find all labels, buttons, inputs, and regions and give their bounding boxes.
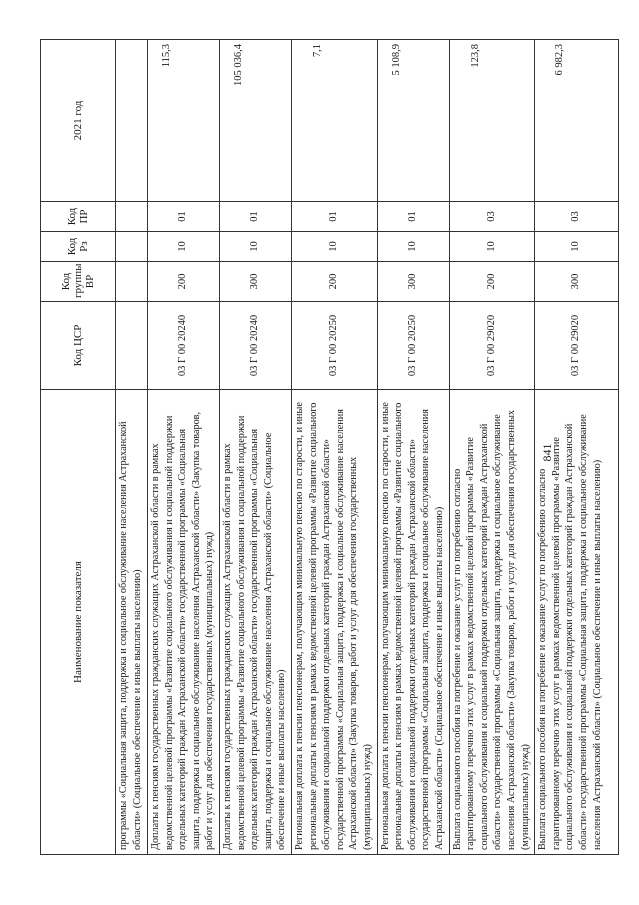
row-sum <box>535 40 619 202</box>
table-row <box>292 40 378 855</box>
row-sum <box>148 40 220 202</box>
row-sum <box>220 40 292 202</box>
row-rz: 10 <box>535 232 619 262</box>
row-csr <box>116 302 148 390</box>
table-row <box>449 40 535 855</box>
row-sum <box>449 40 535 202</box>
row-sum <box>377 40 449 202</box>
row-rz: 10 <box>220 232 292 262</box>
row-vr: 300 <box>377 262 449 302</box>
row-pr: 03 <box>449 202 535 232</box>
row-name: Региональная доплата к пенсии пенсионерам, получающим минимальную пенсию по старости, и иные региональные доплаты к пенсиям в рамках ведомственной целевой программы «Развитие социального обслуживания и социальной поддержки отдельных категорий граждан Астраханской области» государственной программы «Социальная защита, поддержка и социальное обслуживание населения Астраханской области» (Закупка товаров, работ и услуг для обеспечения государственных (муниципальных) нужд) <box>292 390 378 855</box>
table-row <box>116 40 148 855</box>
row-vr: 200 <box>148 262 220 302</box>
row-pr: 01 <box>377 202 449 232</box>
row-sum-value: 123,8 <box>469 44 481 68</box>
row-name: Региональная доплата к пенсии пенсионерам, получающим минимальную пенсию по старости, и иные региональные доплаты к пенсиям в рамках ведомственной целевой программы «Развитие социального обслуживания и социальной поддержки отдельных категорий граждан Астраханской области» государственной программы «Социальная защита, поддержка и социальное обслуживание населения Астраханской области» (Социальное обеспечение и иные выплаты населению) <box>377 390 449 855</box>
row-vr: 300 <box>535 262 619 302</box>
row-rz: 10 <box>377 232 449 262</box>
table-row <box>535 40 619 855</box>
row-csr: 03 Г 00 29020 <box>449 302 535 390</box>
row-sum-value: 7,1 <box>311 44 323 58</box>
header-row <box>41 40 116 855</box>
row-csr: 03 Г 00 20250 <box>292 302 378 390</box>
row-rz <box>116 232 148 262</box>
row-pr <box>116 202 148 232</box>
row-vr: 200 <box>292 262 378 302</box>
budget-table <box>40 39 619 855</box>
row-sum <box>116 40 148 202</box>
header-year: 2021 год <box>41 40 116 202</box>
row-name: Выплата социального пособия на погребение и оказание услуг по погребению согласно гарантированному перечню этих услуг в рамках ведомственной целевой программы «Развитие социального обслуживания и социальной поддержки отдельных категорий граждан Астраханской области» государственной программы «Социальная защита, поддержка и социальное обслуживание населения Астраханской области» (Социальное обеспечение и иные выплаты населению) <box>535 390 619 855</box>
row-pr: 01 <box>220 202 292 232</box>
header-pr: Код ПР <box>41 202 116 232</box>
row-csr: 03 Г 00 20250 <box>377 302 449 390</box>
header-csr: Код ЦСР <box>41 302 116 390</box>
row-vr: 200 <box>449 262 535 302</box>
header-name: Наименование показателя <box>41 390 116 855</box>
row-name: программы «Социальная защита, поддержка и социальное обслуживание населения Астраханской области» (Социальное обеспечение и иные выплаты населению) <box>116 390 148 855</box>
header-rz: Код Рз <box>41 232 116 262</box>
row-sum-value: 105 036,4 <box>233 44 245 86</box>
row-pr: 01 <box>148 202 220 232</box>
table-row <box>220 40 292 855</box>
row-csr: 03 Г 00 29020 <box>535 302 619 390</box>
row-name: Доплаты к пенсиям государственных гражданских служащих Астраханской области в рамках ведомственной целевой программы «Развитие социального обслуживания и социальной поддержки отдельных категорий граждан Астраханской области» государственной программы «Социальная защита, поддержка и социальное обслуживание населения Астраханской области» (Социальное обеспечение и иные выплаты населению) <box>220 390 292 855</box>
row-rz: 10 <box>292 232 378 262</box>
table-row <box>377 40 449 855</box>
row-sum-value: 5 108,9 <box>390 44 402 76</box>
row-pr: 01 <box>292 202 378 232</box>
row-pr: 03 <box>535 202 619 232</box>
row-sum-value: 6 982,3 <box>554 44 566 76</box>
row-sum <box>292 40 378 202</box>
row-rz: 10 <box>449 232 535 262</box>
row-vr: 300 <box>220 262 292 302</box>
row-sum-value: 115,3 <box>161 44 173 68</box>
row-vr <box>116 262 148 302</box>
header-vr: Код группы ВР <box>41 262 116 302</box>
row-name: Выплата социального пособия на погребение и оказание услуг по погребению согласно гарантированному перечню этих услуг в рамках ведомственной целевой программы «Развитие социального обслуживания и социальной поддержки отдельных категорий граждан Астраханской области» государственной программы «Социальная защита, поддержка и социальное обслуживание населения Астраханской области» (Закупка товаров, работ и услуг для обеспечения государственных (муниципальных) нужд) <box>449 390 535 855</box>
row-rz: 10 <box>148 232 220 262</box>
row-csr: 03 Г 00 20240 <box>220 302 292 390</box>
row-csr: 03 Г 00 20240 <box>148 302 220 390</box>
row-name: Доплаты к пенсиям государственных гражданских служащих Астраханской области в рамках ведомственной целевой программы «Развитие социального обслуживания и социальной поддержки отдельных категорий граждан Астраханской области» государственной программы «Социальная защита, поддержка и социальное обслуживание населения Астраханской области» (Закупка товаров, работ и услуг для обеспечения государственных (муниципальных) нужд) <box>148 390 220 855</box>
page-number: 841 <box>540 443 554 462</box>
table-row <box>148 40 220 855</box>
